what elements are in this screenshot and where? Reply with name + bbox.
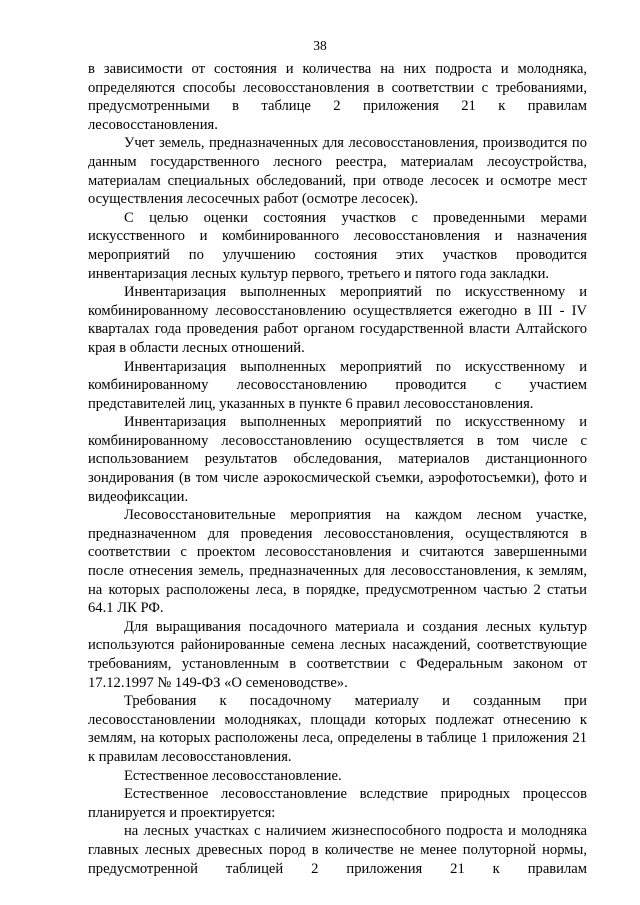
- paragraph-1: в зависимости от состояния и количества на них подроста и молодняка, определяются способы лесовосстановления в соответствии с требованиями, предусмотренными в таблице 2 приложения 21 к правилам лесовосстановления.: [88, 61, 587, 133]
- paragraph-4: Инвентаризация выполненных мероприятий по искусственному и комбинированному лесовосстановлению осуществляется ежегодно в III - IV кварталах года проведения работ органом государственной власти Алтайского края в области лесных отношений.: [88, 284, 587, 356]
- paragraph-11: на лесных участках с наличием жизнеспособного подроста и молодняка главных лесных древесных пород в количестве не менее полуторной нормы, предусмотренной таблицей 2 приложения 21 к правилам: [88, 823, 587, 877]
- section-heading: Естественное лесовосстановление.: [124, 767, 342, 784]
- paragraph-8: Для выращивания посадочного материала и создания лесных культур используются районированные семена лесных насаждений, соответствующие требованиям, установленным в соответствии с Федеральным законом от 17.12.1997 № 149-ФЗ «О семеноводстве».: [88, 618, 587, 691]
- paragraph-9: Требования к посадочному материалу и созданным при лесовосстановлении молодняках, площади которых подлежат отнесению к землям, на которых расположены леса, определены в таблице 1 приложения 21 к правилам лесовосстановления.: [88, 693, 587, 765]
- paragraph-6: Инвентаризация выполненных мероприятий по искусственному и комбинированному лесовосстановлению осуществляется в том числе с использованием результатов обследования, материалов дистанционного зондирования (в том числе аэрокосмической съемки, аэрофотосъемки), фото и видеофиксации.: [88, 414, 587, 505]
- paragraph-3: С целью оценки состояния участков с проведенными мерами искусственного и комбинированного лесовосстановления и назначения мероприятий по улучшению состояния этих участков проводится инвентаризация лесных культур первого, третьего и пятого года закладки.: [88, 209, 587, 282]
- page-number: 38: [313, 38, 327, 53]
- document-body: [88, 60, 587, 878]
- paragraph-10: Естественное лесовосстановление вследствие природных процессов планируется и проектируется:: [88, 786, 587, 821]
- paragraph-2: Учет земель, предназначенных для лесовосстановления, производится по данным государственного лесного реестра, материалам лесоустройства, материалам специальных обследований, при отводе лесосек и осмотре мест осуществления лесосечных работ (осмотре лесосек).: [88, 135, 587, 208]
- paragraph-5: Инвентаризация выполненных мероприятий по искусственному и комбинированному лесовосстановлению проводится с участием представителей лиц, указанных в пункте 6 правил лесовосстановления.: [88, 358, 587, 412]
- paragraph-7: Лесовосстановительные мероприятия на каждом лесном участке, предназначенном для проведения лесовосстановления, осуществляются в соответствии с проектом лесовосстановления и считаются завершенными после отнесения земель, предназначенных для лесовосстановления, к землям, на которых расположены леса, в порядке, предусмотренном частью 2 статьи 64.1 ЛК РФ.: [88, 507, 587, 617]
